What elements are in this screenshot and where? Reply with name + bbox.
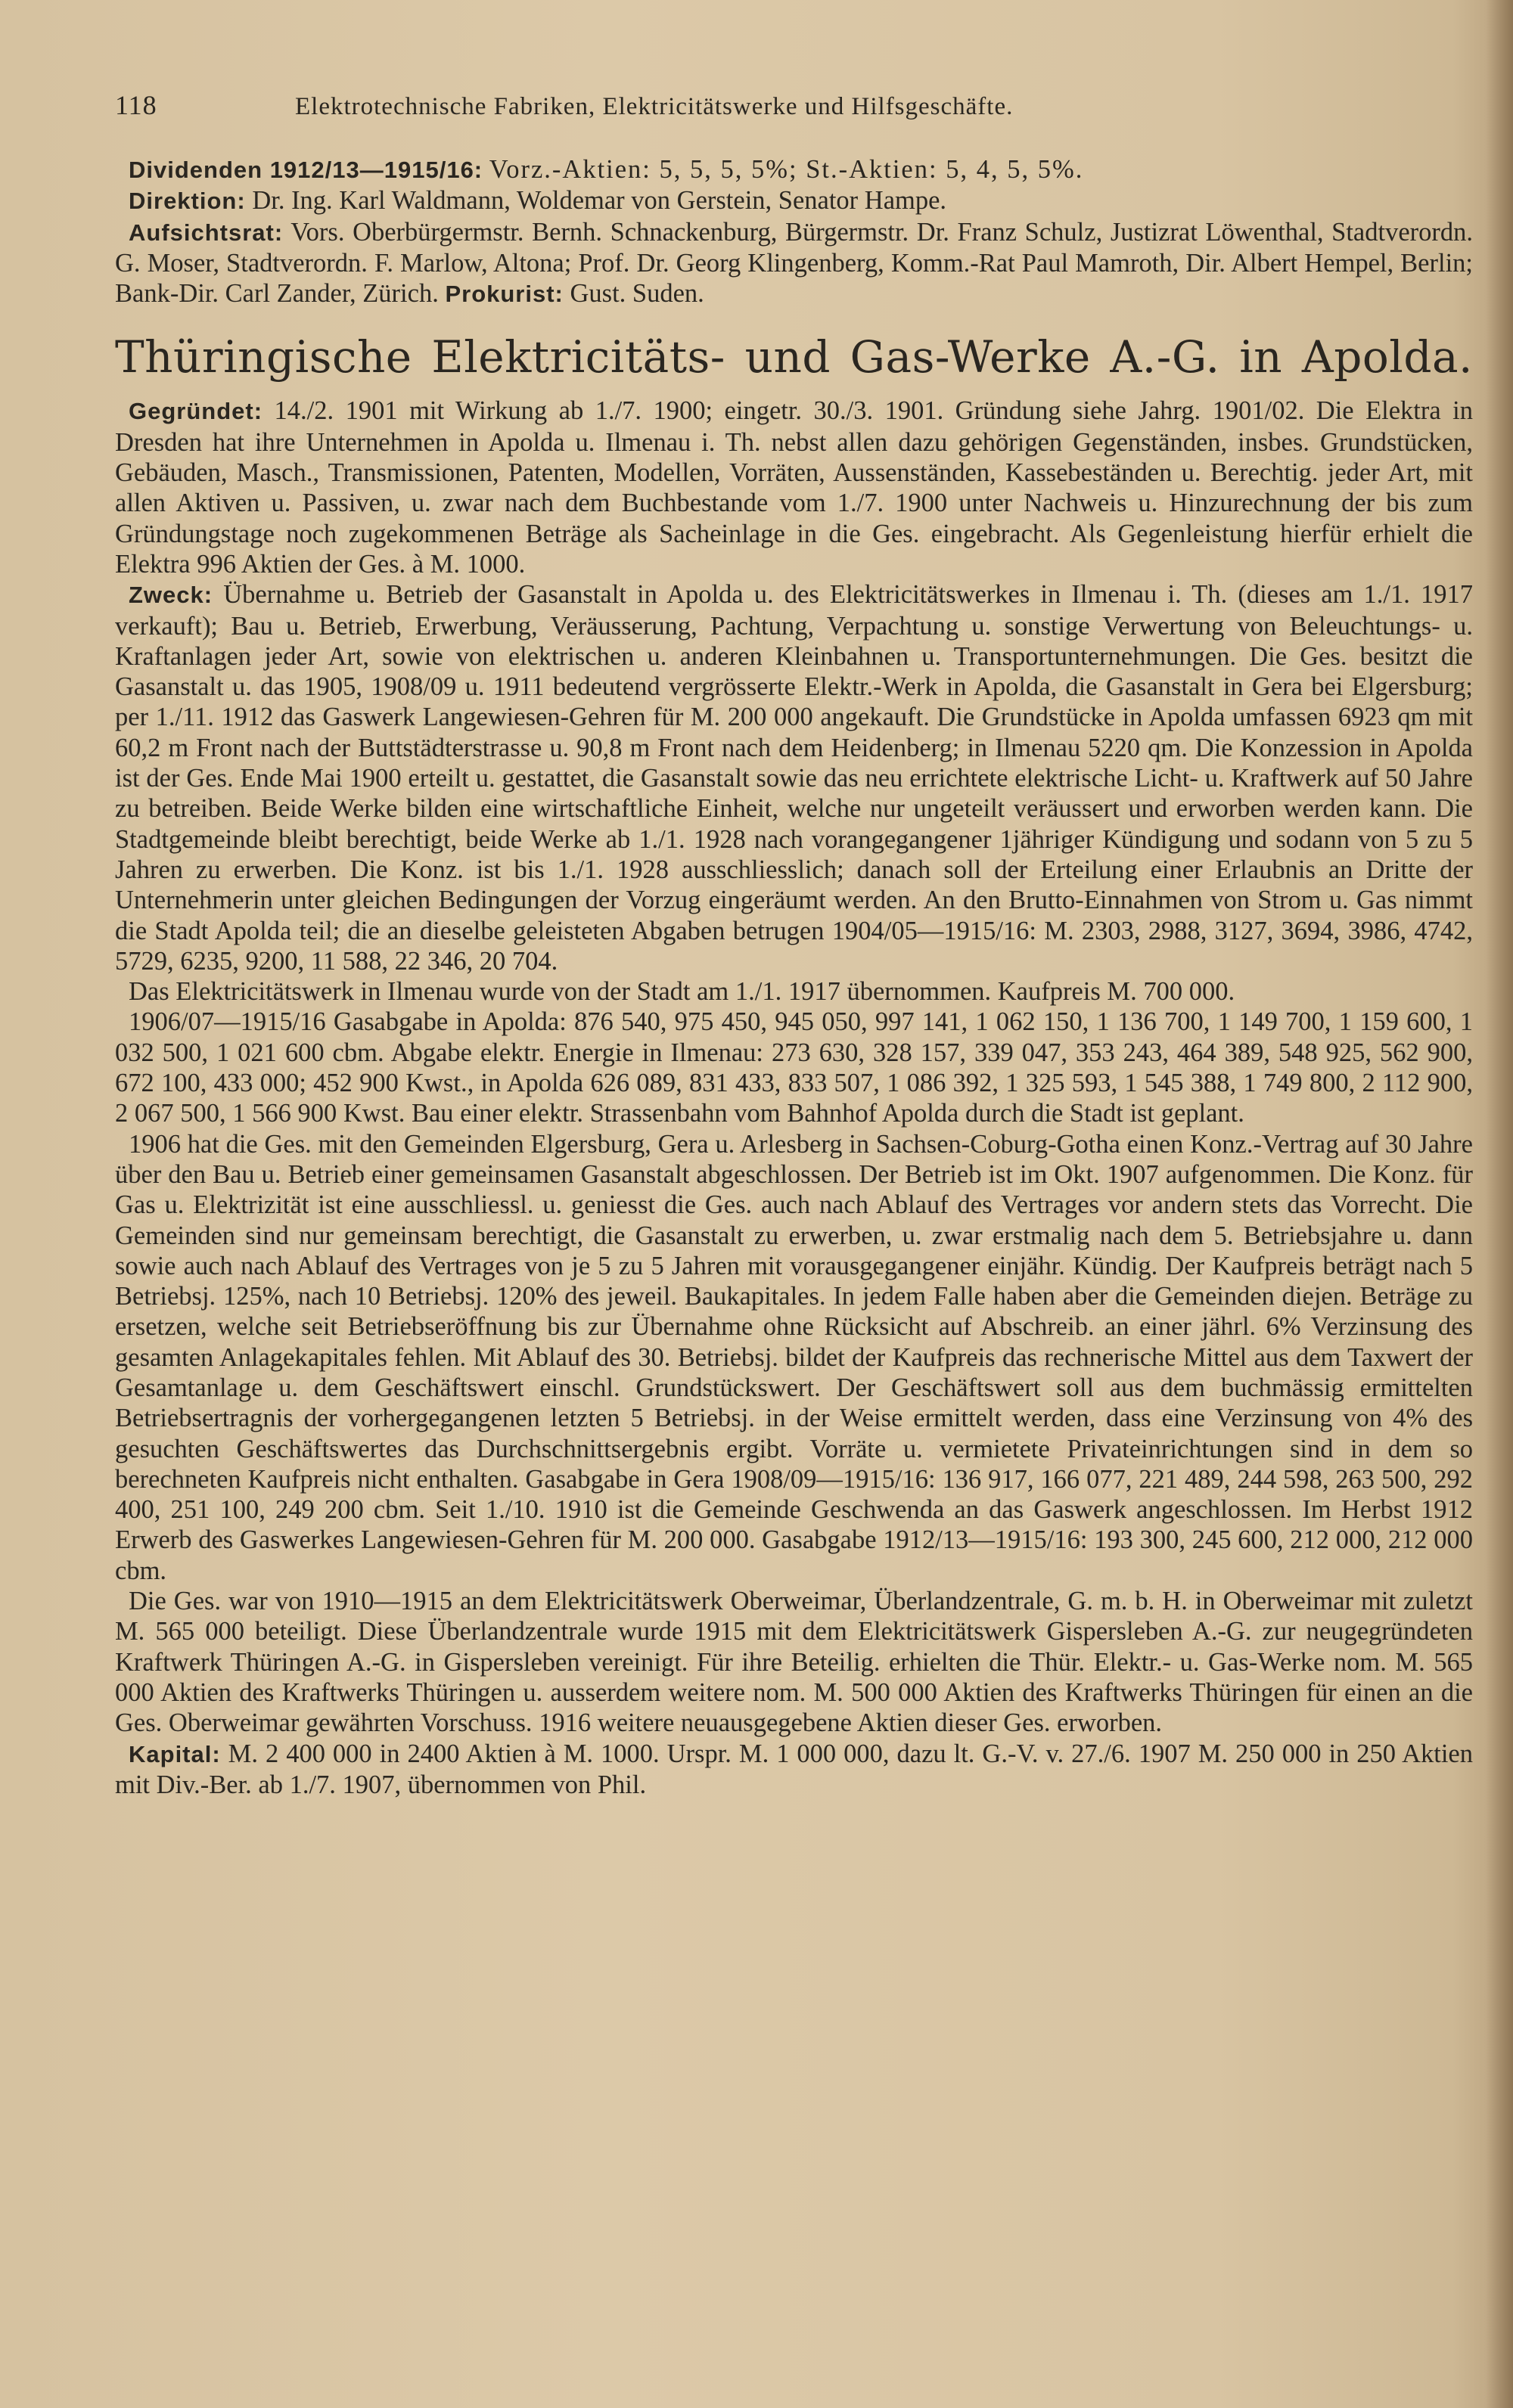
running-header: [115, 89, 1473, 139]
capital-label: Kapital:: [129, 1740, 221, 1767]
purpose-paragraph: [115, 579, 1473, 976]
procurist-text: Gust. Suden.: [570, 279, 704, 309]
founded-label: Gegründet:: [129, 398, 263, 425]
founded-paragraph: [115, 396, 1473, 579]
previous-entry-tail: [115, 154, 1473, 309]
founded-text: 14./2. 1901 mit Wirkung ab 1./7. 1900; eingetr. 30./3. 1901. Gründung siehe Jahrg. 1901/02. Die Elektra in Dresden hat ihre Unternehmen in Apolda u. Ilmenau i. Th. nebst allen dazu gehörigen Gegenständen, insbes. Grundstücken, Gebäuden, Masch., Transmissionen, Patenten, Modellen, Vorräten, Aussenständen, Kassebeständen u. Berechtig. jeder Art, mit allen Aktiven u. Passiven, u. zwar nach dem Buchbestande vom 1./7. 1900 unter Nachweis u. Hinzurechnung der bis zum Gründungstage noch zugekommenen Beträge als Sacheinlage in die Ges. eingebracht. Als Gegenleistung hierfür erhielt die Elektra 996 Aktien der Ges. à M. 1000.: [115, 396, 1473, 579]
capital-paragraph: [115, 1739, 1473, 1801]
purpose-label: Zweck:: [129, 582, 213, 609]
concession-1906-paragraph: 1906 hat die Ges. mit den Gemeinden Elgersburg, Gera u. Arlesberg in Sachsen-Coburg-Gotha einen Konz.-Vertrag auf 30 Jahre über den Bau u. Betrieb einer gemeinsamen Gasanstalt abgeschlossen. Der Betrieb ist im Okt. 1907 aufgenommen. Die Konz. für Gas u. Elektrizität ist eine ausschliessl. u. geniesst die Ges. auch nach Ablauf des Vertrages vor andern stets das Vorrecht. Die Gemeinden sind nur gemeinsam berechtigt, die Gasanstalt zu erwerben, u. zwar erstmalig nach dem 5. Betriebsjahre u. dann sowie auch nach Ablauf des Vertrages von je 5 zu 5 Jahren mit vorausgegangener einjähr. Kündig. Der Kaufpreis beträgt nach 5 Betriebsj. 125%, nach 10 Betriebsj. 120% des jeweil. Baukapitales. In jedem Falle haben aber die Gemeinden diejen. Beträge zu ersetzen, welche seit Betriebseröffnung bis zur Übernahme ohne Rücksicht auf Abschreib. an einer jährl. 6% Verzinsung des gesamten Anlagekapitales fehlen. Mit Ablauf des 30. Betriebsj. bildet der Kaufpreis das rechnerische Mittel aus dem Taxwert der Gesamtanlage u. dem Geschäftswert einschl. Grundstückswert. Der Geschäftswert soll aus dem buchmässig ermittelten Betriebsertragnis der vorhergegangenen letzten 5 Betriebsj. in der Weise ermittelt werden, dass eine Verzinsung von 4% des gesuchten Geschäftswertes das Durchschnittsergebnis ergibt. Vorräte u. vermietete Privateinrichtungen sind in dem so berechneten Kaufpreis nicht enthalten. Gasabgabe in Gera 1908/09—1915/16: 136 917, 166 077, 221 489, 244 598, 263 500, 292 400, 251 100, 249 200 cbm. Seit 1./10. 1910 ist die Gemeinde Geschwenda an das Gaswerk angeschlossen. Im Herbst 1912 Erwerb des Gaswerkes Langewiesen-Gehren für M. 200 000. Gasabgabe 1912/13—1915/16: 193 300, 245 600, 212 000, 212 000 cbm.: [115, 1129, 1473, 1585]
capital-text: M. 2 400 000 in 2400 Aktien à M. 1000. Urspr. M. 1 000 000, dazu lt. G.-V. v. 27./6. 1907 M. 250 000 in 250 Aktien mit Div.-Ber. ab 1./7. 1907, übernommen von Phil.: [115, 1739, 1473, 1799]
company-entry: [115, 396, 1473, 1800]
page-number: 118: [115, 90, 157, 120]
company-title: Thüringische Elektricitäts- und Gas-Werke A.-G. in Apolda.: [115, 331, 1473, 383]
dividends-line: [115, 154, 1473, 185]
direction-line: [115, 185, 1473, 216]
ilmenau-paragraph: Das Elektricitätswerk in Ilmenau wurde von der Stadt am 1./1. 1917 übernommen. Kaufpreis M. 700 000.: [129, 977, 1235, 1007]
running-title: Elektrotechnische Fabriken, Elektricitätswerke und Hilfsgeschäfte.: [295, 93, 1014, 120]
board-label: Aufsichtsrat:: [129, 219, 284, 246]
direction-text: Dr. Ing. Karl Waldmann, Woldemar von Gerstein, Senator Hampe.: [252, 186, 947, 216]
dividends-text: Vorz.-Aktien: 5, 5, 5, 5%; St.-Aktien: 5, 4, 5, 5%.: [489, 155, 1084, 184]
procurist-label: Prokurist:: [445, 281, 564, 308]
direction-label: Direktion:: [129, 188, 246, 215]
purpose-text: Übernahme u. Betrieb der Gasanstalt in Apolda u. des Elektricitätswerkes in Ilmenau i. Th. (dieses am 1./1. 1917 verkauft); Bau u. Betrieb, Erwerbung, Veräusserung, Pachtung, Verpachtung u. sonstige Verwertung von Beleuchtungs- u. Kraftanlagen jeder Art, sowie von elektrischen u. anderen Kleinbahnen u. Transportunternehmungen. Die Ges. besitzt die Gasanstalt u. das 1905, 1908/09 u. 1911 bedeutend vergrösserte Elektr.-Werk in Apolda, die Gasanstalt in Gera bei Elgersburg; per 1./11. 1912 das Gaswerk Langewiesen-Gehren für M. 200 000 angekauft. Die Grundstücke in Apolda umfassen 6923 qm mit 60,2 m Front nach der Buttstädterstrasse u. 90,8 m Front nach dem Heidenberg; in Ilmenau 5220 qm. Die Konzession in Apolda ist der Ges. Ende Mai 1900 erteilt u. gestattet, die Gasanstalt sowie das neu errichtete elektrische Licht- u. Kraftwerk auf 50 Jahre zu betreiben. Beide Werke bilden eine wirtschaftliche Einheit, welche nur ungeteilt veräussert und erworben werden kann. Die Stadtgemeinde bleibt berechtigt, beide Werke ab 1./1. 1928 nach vorangegangener 1jähriger Kündigung und sodann von 5 zu 5 Jahren zu erwerben. Die Konz. ist bis 1./1. 1928 ausschliesslich; danach soll der Erteilung einer Erlaubnis an Dritte der Unternehmerin unter gleichen Bedingungen der Vorzug eingeräumt werden. An den Brutto-Einnahmen von Strom u. Gas nimmt die Stadt Apolda teil; die an dieselbe geleisteten Abgaben betrugen 1904/05—1915/16: M. 2303, 2988, 3127, 3694, 3986, 4742, 5729, 6235, 9200, 11 588, 22 346, 20 704.: [115, 580, 1474, 976]
page-content: [115, 89, 1473, 1800]
oberweimar-paragraph: Die Ges. war von 1910—1915 an dem Elektricitätswerk Oberweimar, Überlandzentrale, G. m. b. H. in Oberweimar mit zuletzt M. 565 000 beteiligt. Diese Überlandzentrale wurde 1915 mit dem Elektricitätswerk Gispersleben A.-G. zur neugegründeten Kraftwerk Thüringen A.-G. in Gispersleben vereinigt. Für ihre Beteilig. erhielten die Thür. Elektr.- u. Gas-Werke nom. M. 565 000 Aktien des Kraftwerks Thüringen u. ausserdem weitere nom. M. 500 000 Aktien des Kraftwerks Thüringen für einen an die Ges. Oberweimar gewährten Vorschuss. 1916 weitere neuausgegebene Aktien dieser Ges. erworben.: [115, 1587, 1473, 1738]
dividends-label: Dividenden 1912/13—1915/16:: [129, 157, 483, 183]
page-edge-shadow: [1486, 0, 1513, 2408]
board-paragraph: [115, 217, 1473, 310]
gas-output-paragraph: 1906/07—1915/16 Gasabgabe in Apolda: 876 540, 975 450, 945 050, 997 141, 1 062 150, 1 136 700, 1 149 700, 1 159 600, 1 032 500, 1 021 600 cbm. Abgabe elektr. Energie in Ilmenau: 273 630, 328 157, 339 047, 353 243, 464 389, 548 925, 562 900, 672 100, 433 000; 452 900 Kwst., in Apolda 626 089, 831 433, 833 507, 1 086 392, 1 325 593, 1 545 388, 1 749 800, 2 112 900, 2 067 500, 1 566 900 Kwst. Bau einer elektr. Strassenbahn vom Bahnhof Apolda durch die Stadt ist geplant.: [115, 1007, 1473, 1128]
board-text: Vors. Oberbürgermstr. Bernh. Schnackenburg, Bürgermstr. Dr. Franz Schulz, Justizrat Löwenthal, Stadtverordn. G. Moser, Stadtverordn. F. Marlow, Altona; Prof. Dr. Georg Klingenberg, Komm.-Rat Paul Mamroth, Dir. Albert Hempel, Berlin; Bank-Dir. Carl Zander, Zürich.: [115, 217, 1473, 309]
